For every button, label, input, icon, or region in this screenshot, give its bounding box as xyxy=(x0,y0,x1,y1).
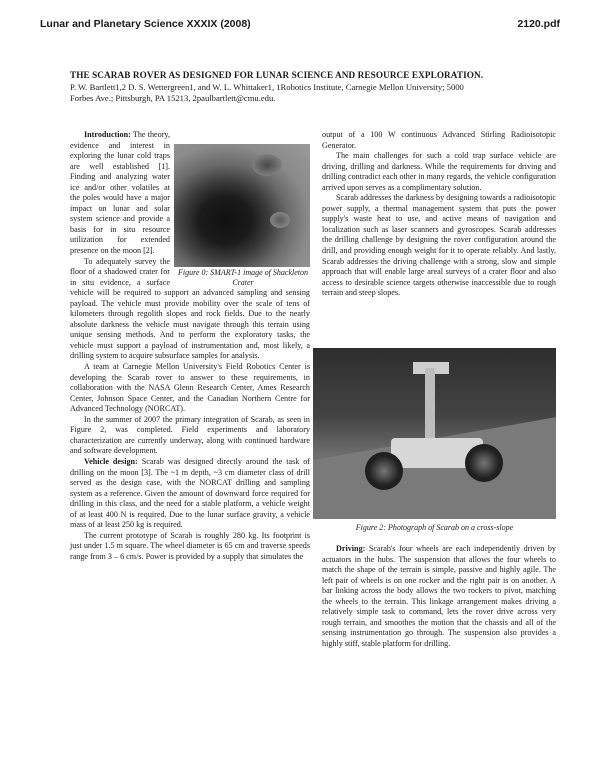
author-line-2: Forbes Ave.; Pittsburgh, PA 15213, 2paulbartlett@cmu.edu. xyxy=(70,93,276,103)
driving-heading: Driving: xyxy=(336,544,366,553)
right-paragraph-1: The main challenges for such a cold trap surface vehicle are driving, drilling and darkness. While the requirements for driving and drilling contradict each other in many regards, the vehicle configuration arrived upon serves as a complimentary solution. xyxy=(322,151,556,192)
intro-heading: Introduction: xyxy=(84,130,131,139)
figure-wrap-shim xyxy=(170,130,310,278)
intro-paragraph-3: A team at Carnegie Mellon University's Field Robotics Center is developing the Scarab rover to answer to these requirements, in collaboration with the NASA Glenn Research Center, Ames Research Center, Johnson Space Center, and the Canadian Northern Centre for Advanced Technology (NORCAT). xyxy=(70,362,310,414)
figure-0-caption: Figure 0: SMART-1 image of Shackleton Crater xyxy=(178,268,308,287)
design-paragraph-1 xyxy=(70,457,310,531)
right-paragraph-0: output of a 100 W continuous Advanced Stirling Radioisotopic Generator. xyxy=(322,130,556,150)
paper-title: THE SCARAB ROVER AS DESIGNED FOR LUNAR SCIENCE AND RESOURCE EXPLORATION. xyxy=(70,70,484,80)
intro-paragraph-4: In the summer of 2007 the primary integration of Scarab, as seen in Figure 2, was completed. Field experiments and laboratory characterization are currently underway, along with continued hardware and software development. xyxy=(70,414,310,456)
driving-paragraph xyxy=(322,544,556,649)
design-text-1: Scarab was designed directly around the task of drilling on the moon [3]. The ~1 m depth, ~3 cm diameter class of drill served as the design case, with the NORCAT drilling and sampling system as a reference. Given the amount of downward force required for drilling in this class, and the need for a stable platform, a vehicle weight of at least 400 N is required. Due to the lunar surface gravity, a vehicle mass of at least 250 kg is required. xyxy=(70,456,310,530)
right-column-top xyxy=(322,130,556,299)
paper-id: 2120.pdf xyxy=(517,18,560,30)
page-header xyxy=(40,18,560,30)
figure-2-caption: Figure 2: Photograph of Scarab on a cross-slope xyxy=(355,523,514,532)
right-column-bottom xyxy=(322,544,556,649)
design-heading: Vehicle design: xyxy=(84,456,138,466)
design-paragraph-2: The current prototype of Scarab is roughly 280 kg. Its footprint is just under 1.5 m square. The wheel diameter is 65 cm and traverse speeds range from 3 – 6 cm/s. Power is provided by a supply that simulates the xyxy=(70,530,310,561)
conference-name: Lunar and Planetary Science XXXIX (2008) xyxy=(40,18,251,30)
intro-text-1: The theory, evidence and interest in exploring the lunar cold traps are well established [1]. Finding and analyzing water ice and/or other volatiles at the poles would have a major impact on lunar and solar system science and provide a basis for in situ resource utilization for extended presence on the moon [2]. xyxy=(70,130,170,256)
right-paragraph-2: Scarab addresses the darkness by designing towards a radioisotopic power supply, a thermal management system that puts the power supply's waste heat to use, and active means of navigation and localization such as laser scanners and gyroscopes. Scarab addresses the drilling challenge by designing the rover configuration around the drill, and providing enough weight for it to operate reliably. And lastly, Scarab addresses the driving challenge with a strong, slow and simple approach that will enable large areal surveys of a crater floor and also access to desirable science targets otherwise inaccessible due to rough terrain and steep slopes. xyxy=(322,193,556,298)
author-line-1: P. W. Bartlett1,2 D. S. Wettergreen1, and W. L. Whittaker1, 1Robotics Institute, Carnegie Mellon University; 5000 xyxy=(70,82,464,92)
scarab-rover-photo xyxy=(313,348,556,519)
intro-paragraph-2: To adequately survey the floor of a shadowed crater for in situ evidence, a surface vehicle will be required to support an advanced sampling and sensing payload. The vehicle must provide mobility over the scale of tens of kilometers through regolith slopes and rock fields. Due to the nearly absolute darkness the vehicle must navigate through this terrain using unique sensing methods. And to perform the exploratory tasks, the vehicle must support a payload of instrumentation and, most likely, a drilling system to acquire subsurface samples for analysis. xyxy=(70,256,310,361)
rover-wheel xyxy=(465,444,503,482)
driving-text: Scarab's four wheels are each independently driven by actuators in the hubs. The suspension that allows the four wheels to match the shape of the terrain is simple, passive and highly agile. The left pair of wheels is on one rocker and the right pair is on another. A bar linking across the body allows the two rockers to pivot, matching the wheels to the terrain. This linkage arrangement makes driving a relatively simple task to command, lets the rover drive across very rough terrain, and smoothes the motion that the chassis and all of the sensing instrumentation go through. The suspension also provides a highly stiff, stable platform for drilling. xyxy=(322,544,556,648)
left-column xyxy=(70,130,310,562)
author-block xyxy=(70,82,560,104)
rover-mast xyxy=(425,368,435,442)
rover-wheel xyxy=(365,452,403,490)
